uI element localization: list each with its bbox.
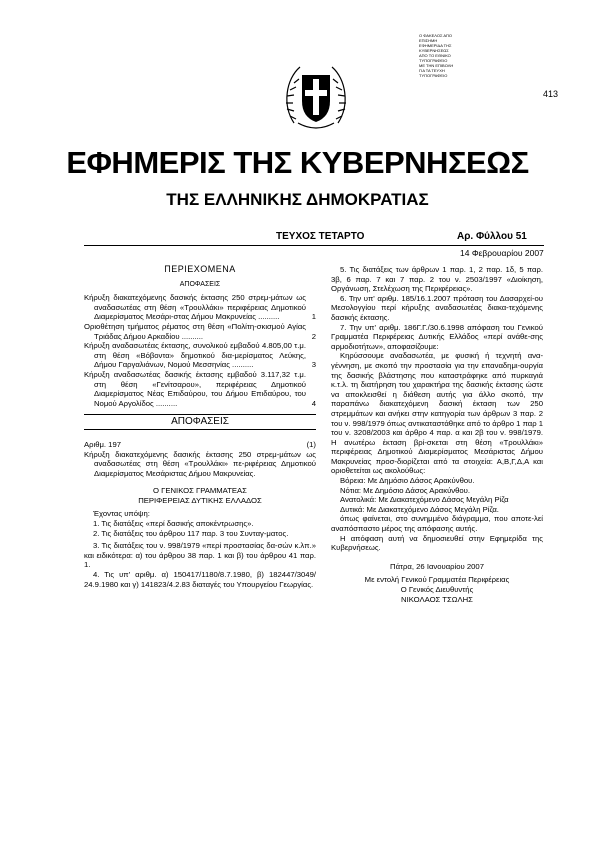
boundary-east: Ανατολικά: Με Διακατεχόμενο Δάσος Μεγάλη Ρίζα (340, 495, 509, 505)
decision-number-row (84, 440, 316, 450)
masthead-subtitle: ΤΗΣ ΕΛΛΗΝΙΚΗΣ ΔΗΜΟΚΡΑΤΙΑΣ (166, 190, 429, 209)
recital: 5. Τις διατάξεις των άρθρων 1 παρ. 1, 2 παρ. 1δ, 5 παρ. 3β, 6 παρ. 7 και 7 παρ. 2 του ν. 2503/1997 «Διοίκηση, Οργάνωση, Στελέχωση της Περιφέρειας». (331, 265, 543, 294)
publisher-note-line: Ο ΦΑΚΕΛΟΣ ΑΠΟ (419, 33, 453, 38)
issue-label: ΤΕΥΧΟΣ ΤΕΤΑΡΤΟ (276, 231, 365, 242)
page-number: 413 (543, 89, 559, 99)
publisher-note-line: ΚΥΒΕΡΝΗΣΕΩΣ (419, 48, 449, 53)
place-date: Πάτρα, 26 Ιανουαρίου 2007 (390, 561, 484, 571)
toc-item-text: Κήρυξη αναδασωτέας έκτασης, συνολικού εμβαδού 4.805,00 τ.μ. στη θέση «Βόβοντα» δημοτικού δια-μερίσματος Λεύκης, Δήμου Γαργαλιάνων, Νομού Μεσσηνίας .......... (84, 341, 306, 370)
recital: 4. Τις υπ' αριθμ. α) 150417/1180/8.7.1980, β) 182447/3049/ 24.9.1980 και γ) 141823/4.2.83 διαταγές του Υπουργείου Γεωργίας. (84, 570, 316, 589)
decision-body: Κηρύσσουμε αναδασωτέα, με φυσική ή τεχνητή ανα-γέννηση, με σκοπό την προστασία για την επαναδημι-ουργία της δασικής βλάστησης που καταστράφηκε από πυρκαγιά κ.τ.λ. τη διατήρηση του χαρακτήρα της δασικής έκτασης ώστε να αποκλεισθεί η διάθεση αυτής για άλλο σκοπό, την παραπάνω διακατεχόμενη δασική έκταση των 250 στρεμμάτων και ανήκει στην κατηγορία των άρθρων 3 παρ. 2 του ν. 998/1979 όπως αντικαταστάθηκε από το άρθρο 1 παρ 1 του ν. 3208/2003 και άρθρο 4 παρ. α και 2β του ν. 998/1979. Η ανωτέρω έκταση βρί-σκεται στη θέση «Τρουλλάκι» περιφέρειας Δημοτικού Διαμερίσματος Μεσάριστας Δήμου Μακρυνείας προσ-διορίζεται από τα στοιχεία: Α,Β,Γ,Δ,Α και οριοθετείται ως ακολούθως: (331, 351, 543, 476)
publish-note: Η απόφαση αυτή να δημοσιευθεί στην Εφημερίδα της Κυβερνήσεως. (331, 533, 543, 553)
publisher-note-line: ΤΥΠΟΓΡΑΦΕΙΟ (419, 73, 448, 78)
left-column (84, 265, 316, 589)
decisions-heading: ΑΠΟΦΑΣΕΙΣ (171, 416, 229, 428)
publisher-note (419, 33, 477, 78)
publisher-note-line: ΑΠΟ ΤΟ ΕΘΝΙΚΟ (419, 53, 451, 58)
having-regard: Έχοντας υπόψη: (93, 509, 150, 519)
toc-item-page: 2 (311, 331, 316, 341)
publisher-note-line: ΕΠΙΣΗΜΗ (419, 38, 438, 43)
publisher-note-line: ΜΕ ΤΗΝ ΕΠΙΒΟΛΗ (419, 63, 454, 68)
toc-item-page: 3 (311, 360, 316, 370)
recital: 2. Τις διατάξεις του άρθρου 117 παρ. 3 του Συνταγ-ματος. (93, 528, 289, 538)
signature-line-2: Ο Γενικός Διευθυντής (400, 585, 474, 594)
recital: 7. Την υπ' αριθμ. 186Γ.Γ./30.6.1998 απόφαση του Γενικού Γραμματέα Περιφέρειας Δυτικής Ελλάδος «περί ανάθε-σης αρμοδιοτήτων», αποφασίζουμε: (331, 322, 543, 351)
national-emblem-icon (284, 59, 348, 133)
publisher-note-line: ΤΥΠΟΓΡΑΦΕΙΟ (419, 58, 448, 63)
toc-item-text: Οριοθέτηση τμήματος ρέματος στη θέση «Πολίτη-σκισμού Αγίας Τριάδας Δήμου Αρκαδίου .......... (84, 321, 306, 341)
decision-title: Κήρυξη διακατεχόμενης δασικής έκτασης 250 στρεμ-μάτων ως αναδασωτέας στη θέση «Τρουλλάκι» πε-ριφέρειας Δημοτικού Διαμερίσματος Μεσάριστας Δήμου Μακρυνείας. (84, 449, 316, 478)
issue-date: 14 Φεβρουαρίου 2007 (460, 248, 544, 258)
authority-line-1: Ο ΓΕΝΙΚΟΣ ΓΡΑΜΜΑΤΕΑΣ (153, 486, 247, 496)
authority-line-2: ΠΕΡΙΦΕΡΕΙΑΣ ΔΥΤΙΚΗΣ ΕΛΛΑΔΟΣ (138, 495, 262, 505)
boundary-west: Δυτικά: Με Διακατεχόμενο Δάσος Μεγάλη Ρίζα. (340, 504, 499, 514)
sheet-number: Αρ. Φύλλου 51 (457, 231, 527, 242)
toc-item-page: 4 (311, 398, 316, 408)
right-column (331, 265, 543, 604)
contents-title: ΠΕΡΙΕΧΟΜΕΝΑ (164, 264, 236, 274)
map-note: όπως φαίνεται, στο συνημμένο διάγραμμα, που αποτε-λεί αναπόσπαστο μέρος της απόφασης αυτής. (331, 514, 543, 534)
boundary-north: Βόρεια: Με Δημόσιο Δάσος Αρακύνθου. (340, 476, 475, 486)
boundary-south: Νότια: Με Δημόσιο Δάσος Αρακύνθου. (340, 485, 471, 495)
header-rule (84, 245, 544, 246)
masthead: ΕΦΗΜΕΡΙΣ ΤΗΣ ΚΥΒΕΡΝΗΣΕΩΣ (66, 145, 529, 180)
toc-item (84, 293, 316, 322)
recital: 6. Την υπ' αριθμ. 185/16.1.2007 πρόταση του Δασαρχεί-ου Μεσολογγίου περί κήρυξης αναδασωτέας διακα-τεχόμενης δασικής έκτασης. (331, 293, 543, 322)
toc-item-text: Κήρυξη διακατεχόμενης δασικής έκτασης 250 στρεμ-μάτων ως αναδασωτέας στη θέση «Τρουλλάκι» περιφέρειας Δημοτικού Διαμερίσματος Μεσάρι-στας Δήμου Μακρυνείας .......... (84, 293, 306, 322)
toc-item (84, 341, 316, 370)
toc-item-page: 1 (311, 312, 316, 322)
toc-item (84, 322, 316, 341)
recital: 3. Τις διατάξεις του ν. 998/1979 «περί προστασίας δα-σών κ.λπ.» και ειδικότερα: α) του άρθρου 38 παρ. 1 και β) του άρθρου 41 παρ. 1. (84, 541, 316, 570)
decisions-heading-box (84, 414, 316, 430)
decision-number: Αριθμ. 197 (84, 439, 122, 449)
toc-item (84, 370, 316, 408)
decisions-label: ΑΠΟΦΑΣΕΙΣ (179, 280, 221, 288)
recital: 1. Τις διατάξεις «περί δασικής αποκέντρωσης». (93, 519, 254, 529)
toc-item-text: Κήρυξη αναδασωτέας δασικής έκτασης εμβαδού 3.117,32 τ.μ. στη θέση «Γενίτσαρου», περιφέρειας Δημοτικού Διαμερίσματος Νέας Επιδαύρου, του Δήμου Επιδαύρου, του Νομού Αργολίδος .......... (84, 369, 306, 408)
publisher-note-line: ΕΦΗΜΕΡΙΔΑ ΤΗΣ (419, 43, 452, 48)
signature-name: ΝΙΚΟΛΑΟΣ ΤΣΩΛΗΣ (401, 594, 473, 604)
publisher-note-line: ΓΙΑ ΤΑ ΤΕΥΧΗ (419, 68, 445, 73)
signature-line-1: Με εντολή Γενικού Γραμματέα Περιφέρειας (364, 575, 510, 585)
decision-ref: (1) (306, 439, 316, 449)
